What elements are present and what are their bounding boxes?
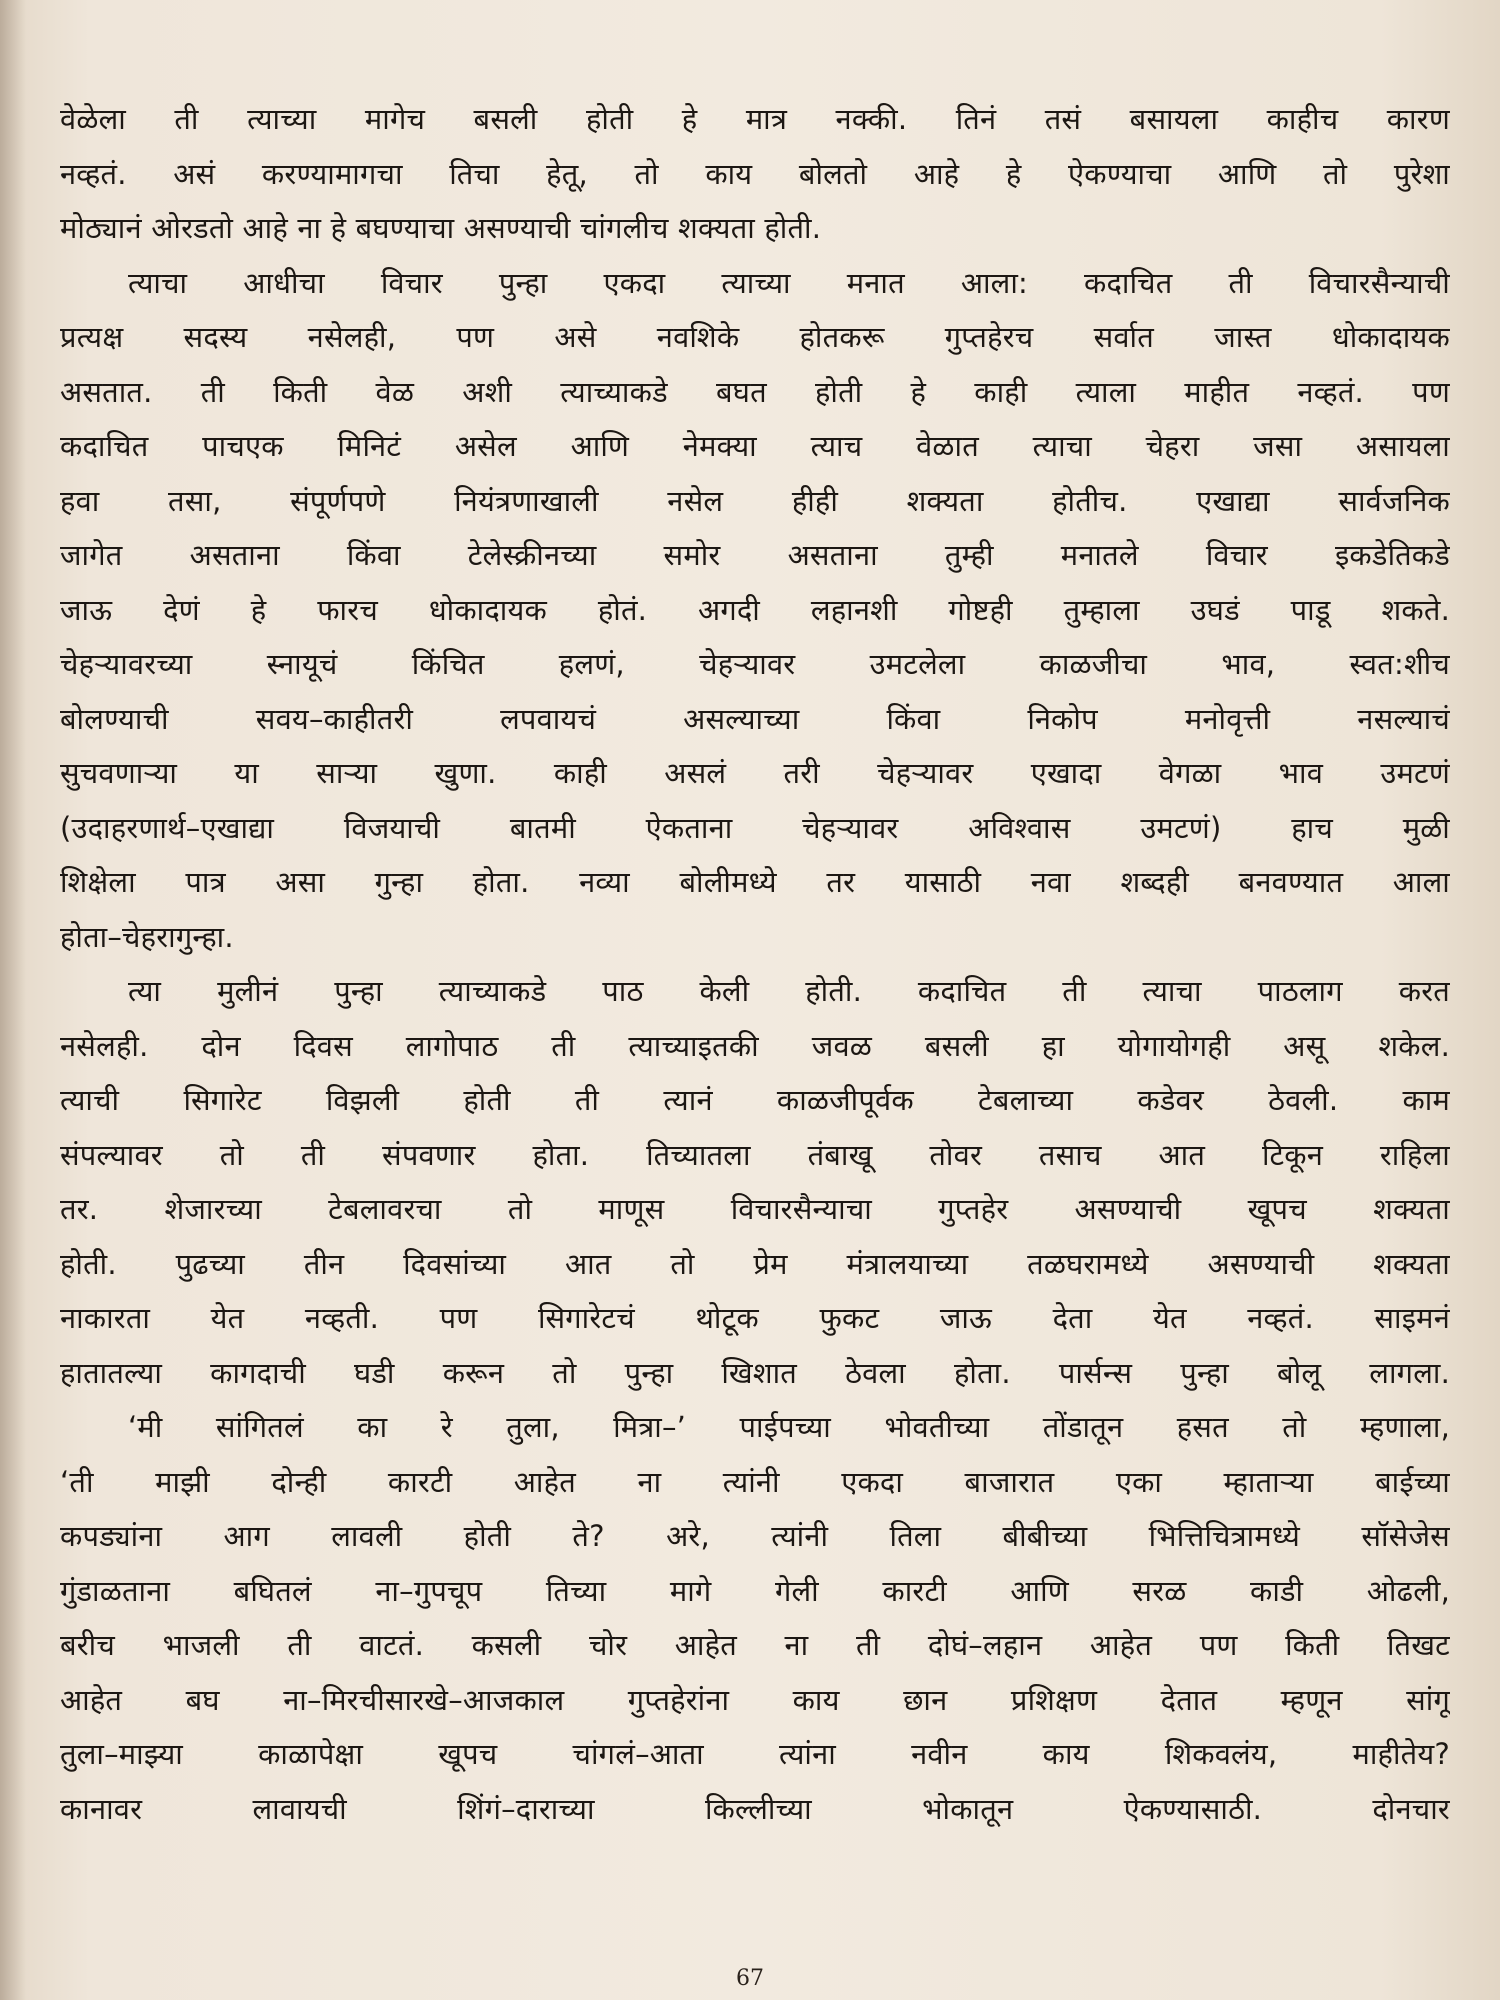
text-line: संपल्यावर तो ती संपवणार होता. तिच्यातला तंबाखू तोवर तसाच आत टिकून राहिला	[60, 1137, 1450, 1172]
text-line: कानावर लावायची शिंगं–दाराच्या किल्लीच्या भोकातून ऐकण्यासाठी. दोनचार	[60, 1791, 1450, 1826]
text-line: हवा तसा, संपूर्णपणे नियंत्रणाखाली नसेल हीही शक्यता होतीच. एखाद्या सार्वजनिक	[60, 483, 1450, 518]
text-line: ‘मी सांगितलं का रे तुला, मित्रा–’ पाईपच्या भोवतीच्या तोंडातून हसत तो म्हणाला,	[128, 1410, 1450, 1444]
text-line: कदाचित पाचएक मिनिटं असेल आणि नेमक्या त्याच वेळात त्याचा चेहरा जसा असायला	[60, 429, 1450, 463]
text-line: त्या मुलीनं पुन्हा त्याच्याकडे पाठ केली होती. कदाचित ती त्याचा पाठलाग करत	[128, 974, 1450, 1008]
text-line: तर. शेजारच्या टेबलावरचा तो माणूस विचारसैन्याचा गुप्तहेर असण्याची खूपच शक्यता	[60, 1192, 1450, 1226]
text-line: जागेत असताना किंवा टेलेस्क्रीनच्या समोर असताना तुम्ही मनातले विचार इकडेतिकडे	[60, 538, 1450, 572]
text-line: होता–चेहरागुन्हा.	[60, 919, 234, 954]
text-line: त्याची सिगारेट विझली होती ती त्यानं काळजीपूर्वक टेबलाच्या कडेवर ठेवली. काम	[60, 1083, 1450, 1117]
text-line: बरीच भाजली ती वाटतं. कसली चोर आहेत ना ती दोघं–लहान आहेत पण किती तिखट	[60, 1628, 1450, 1662]
text-line: असतात. ती किती वेळ अशी त्याच्याकडे बघत होती हे काही त्याला माहीत नव्हतं. पण	[60, 374, 1450, 409]
text-line: नव्हतं. असं करण्यामागचा तिचा हेतू, तो काय बोलतो आहे हे ऐकण्याचा आणि तो पुरेशा	[60, 156, 1450, 191]
text-line: मोठ्यानं ओरडतो आहे ना हे बघण्याचा असण्याची चांगलीच शक्यता होती.	[60, 211, 822, 245]
text-line: होती. पुढच्या तीन दिवसांच्या आत तो प्रेम मंत्रालयाच्या तळघरामध्ये असण्याची शक्यता	[60, 1246, 1450, 1281]
text-line: चेहऱ्यावरच्या स्नायूचं किंचित हलणं, चेहऱ्यावर उमटलेला काळजीचा भाव, स्वत:शीच	[60, 647, 1450, 681]
text-line: नाकारता येत नव्हती. पण सिगारेटचं थोटूक फुकट जाऊ देता येत नव्हतं. साइमनं	[60, 1301, 1450, 1335]
text-line: (उदाहरणार्थ–एखाद्या विजयाची बातमी ऐकताना चेहऱ्यावर अविश्वास उमटणं) हाच मुळी	[60, 810, 1450, 845]
text-line: गुंडाळताना बघितलं ना–गुपचूप तिच्या मागे गेली कारटी आणि सरळ काडी ओढली,	[60, 1573, 1450, 1608]
page-gutter-shadow	[0, 0, 26, 2000]
text-line: त्याचा आधीचा विचार पुन्हा एकदा त्याच्या मनात आला: कदाचित ती विचारसैन्याची	[128, 265, 1450, 300]
text-line: वेळेला ती त्याच्या मागेच बसली होती हे मात्र नक्की. तिनं तसं बसायला काहीच कारण	[60, 102, 1450, 136]
text-line: सुचवणाऱ्या या साऱ्या खुणा. काही असलं तरी चेहऱ्यावर एखादा वेगळा भाव उमटणं	[60, 756, 1450, 790]
text-line: आहेत बघ ना–मिरचीसारखे–आजकाल गुप्तहेरांना काय छान प्रशिक्षण देतात म्हणून सांगू	[60, 1682, 1450, 1717]
text-line: नसेलही. दोन दिवस लागोपाठ ती त्याच्याइतकी जवळ बसली हा योगायोगही असू शकेल.	[60, 1028, 1450, 1063]
text-line: हातातल्या कागदाची घडी करून तो पुन्हा खिशात ठेवला होता. पार्सन्स पुन्हा बोलू लागला.	[60, 1355, 1450, 1390]
body-text	[60, 92, 1450, 1836]
text-line: ‘ती माझी दोन्ही कारटी आहेत ना त्यांनी एकदा बाजारात एका म्हाताऱ्या बाईच्या	[60, 1464, 1450, 1499]
text-line: तुला–माझ्या काळापेक्षा खूपच चांगलं–आता त्यांना नवीन काय शिकवलंय, माहीतेय?	[60, 1737, 1450, 1771]
page-number: 67	[736, 1966, 764, 1991]
text-line: बोलण्याची सवय–काहीतरी लपवायचं असल्याच्या किंवा निकोप मनोवृत्ती नसल्याचं	[60, 701, 1450, 736]
text-line: जाऊ देणं हे फारच धोकादायक होतं. अगदी लहानशी गोष्टही तुम्हाला उघडं पाडू शकते.	[60, 592, 1450, 627]
text-line: कपड्यांना आग लावली होती ते? अरे, त्यांनी तिला बीबीच्या भित्तिचित्रामध्ये सॉसेजेस	[60, 1519, 1450, 1553]
text-line: प्रत्यक्ष सदस्य नसेलही, पण असे नवशिके होतकरू गुप्तहेरच सर्वात जास्त धोकादायक	[60, 320, 1450, 354]
text-line: शिक्षेला पात्र असा गुन्हा होता. नव्या बोलीमध्ये तर यासाठी नवा शब्दही बनवण्यात आला	[60, 865, 1450, 899]
